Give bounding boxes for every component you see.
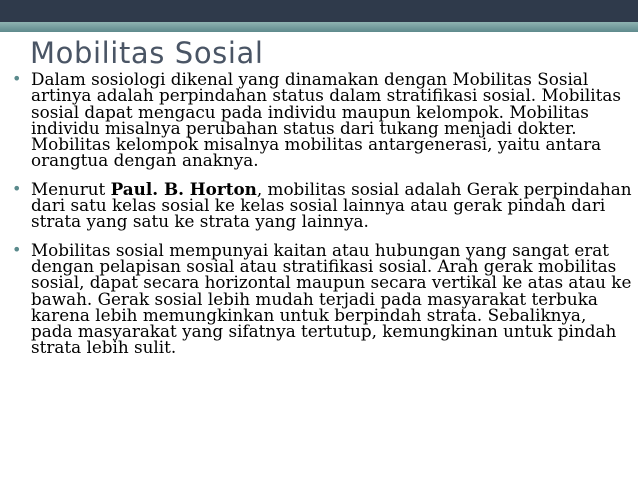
bullet-text-prefix: Menurut xyxy=(31,178,111,199)
bullet-list xyxy=(10,71,632,368)
author-name: Paul. B. Horton xyxy=(110,178,257,199)
bullet-item xyxy=(10,71,632,169)
bullet-icon: • xyxy=(12,239,22,259)
bullet-icon: • xyxy=(12,69,22,88)
bullet-item xyxy=(10,178,632,232)
slide-title: Mobilitas Sosial xyxy=(30,36,264,70)
accent-stripe xyxy=(0,22,638,32)
bullet-text: Mobilitas sosial mempunyai kaitan atau hubungan yang sangat erat dengan pelapisan sosial atau stratifikasi sosial. Arah gerak mobilitas sosial, dapat secara horizontal maupun secara vertikal ke atas atau ke bawah. Gerak sosial lebih mudah terjadi pada masyarakat terbuka karena lebih memungkinkan untuk berpindah strata. Sebaliknya, pada masyarakat yang sifatnya tertutup, kemungkinan untuk pindah strata lebih sulit. xyxy=(31,239,632,358)
top-bar xyxy=(0,0,638,22)
bullet-text: Dalam sosiologi dikenal yang dinamakan dengan Mobilitas Sosial artinya adalah perpindahan status dalam stratifikasi sosial. Mobilitas sosial dapat mengacu pada individu maupun kelompok. Mobilitas individu misalnya perubahan status dari tukang menjadi dokter. Mobilitas kelompok misalnya mobilitas antargenerasi, yaitu antara orangtua dengan anaknya. xyxy=(31,69,621,171)
bullet-text-suffix: , mobilitas sosial adalah Gerak perpindahan dari satu kelas sosial ke kelas sosial lainnya atau gerak pindah dari strata yang satu ke strata yang lainnya. xyxy=(31,178,632,232)
bullet-icon: • xyxy=(12,178,22,198)
bullet-item xyxy=(10,239,632,358)
